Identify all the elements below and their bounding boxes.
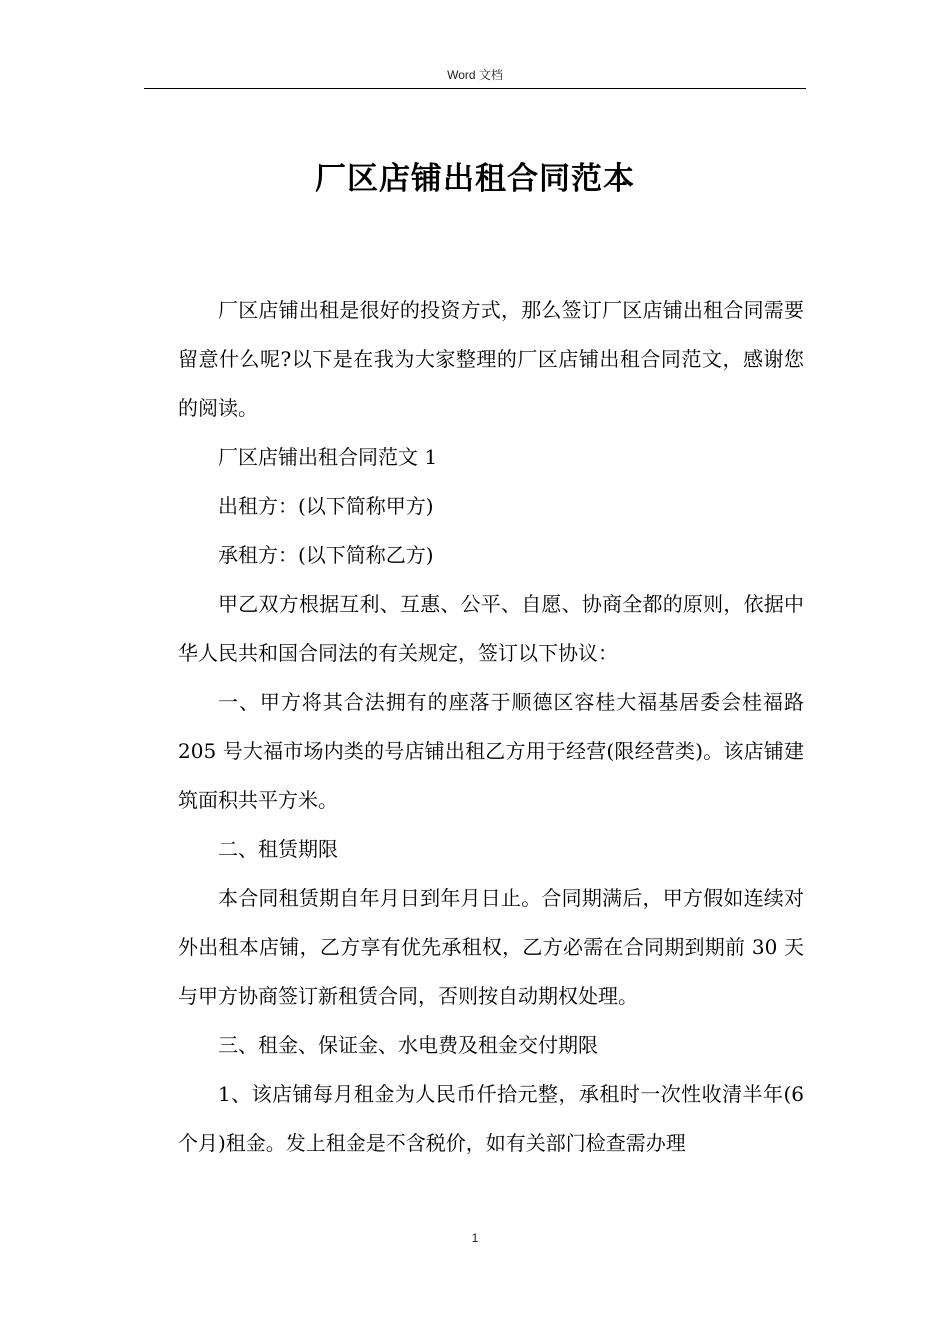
paragraph-lessor: 出租方：(以下简称甲方) bbox=[218, 494, 434, 518]
document-title: 厂区店铺出租合同范本 bbox=[315, 161, 635, 197]
paragraph-clause-3-heading: 三、租金、保证金、水电费及租金交付期限 bbox=[218, 1033, 598, 1057]
paragraph-clause-1: 一、甲方将其合法拥有的座落于顺德区容桂大福基居委会桂福路 205 号大福市场内类的号店铺出租乙方用于经营(限经营类)。该店铺建筑面积共平方米。 bbox=[178, 690, 804, 812]
header-divider bbox=[144, 88, 806, 89]
page-number: 1 bbox=[471, 1231, 479, 1245]
paragraph-sample-heading: 厂区店铺出租合同范文 1 bbox=[218, 445, 438, 469]
paragraph-clause-3-1: 1、该店铺每月租金为人民币仟拾元整，承租时一次性收清半年(6 个月)租金。发上租金是不含税价，如有关部门检查需办理 bbox=[178, 1082, 804, 1155]
paragraph-preamble: 甲乙双方根据互利、互惠、公平、自愿、协商全都的原则，依据中华人民共和国合同法的有关规定，签订以下协议： bbox=[178, 592, 804, 665]
document-body bbox=[178, 286, 804, 1168]
paragraph-clause-2: 本合同租赁期自年月日到年月日止。合同期满后，甲方假如连续对外出租本店铺，乙方享有优先承租权，乙方必需在合同期到期前 30 天与甲方协商签订新租赁合同，否则按自动期权处理。 bbox=[178, 886, 804, 1008]
page-header: Word 文档 bbox=[447, 68, 503, 82]
paragraph-lessee: 承租方：(以下简称乙方) bbox=[218, 543, 434, 567]
paragraph-intro: 厂区店铺出租是很好的投资方式，那么签订厂区店铺出租合同需要留意什么呢?以下是在我为大家整理的厂区店铺出租合同范文，感谢您的阅读。 bbox=[178, 298, 804, 420]
paragraph-clause-2-heading: 二、租赁期限 bbox=[218, 837, 338, 861]
